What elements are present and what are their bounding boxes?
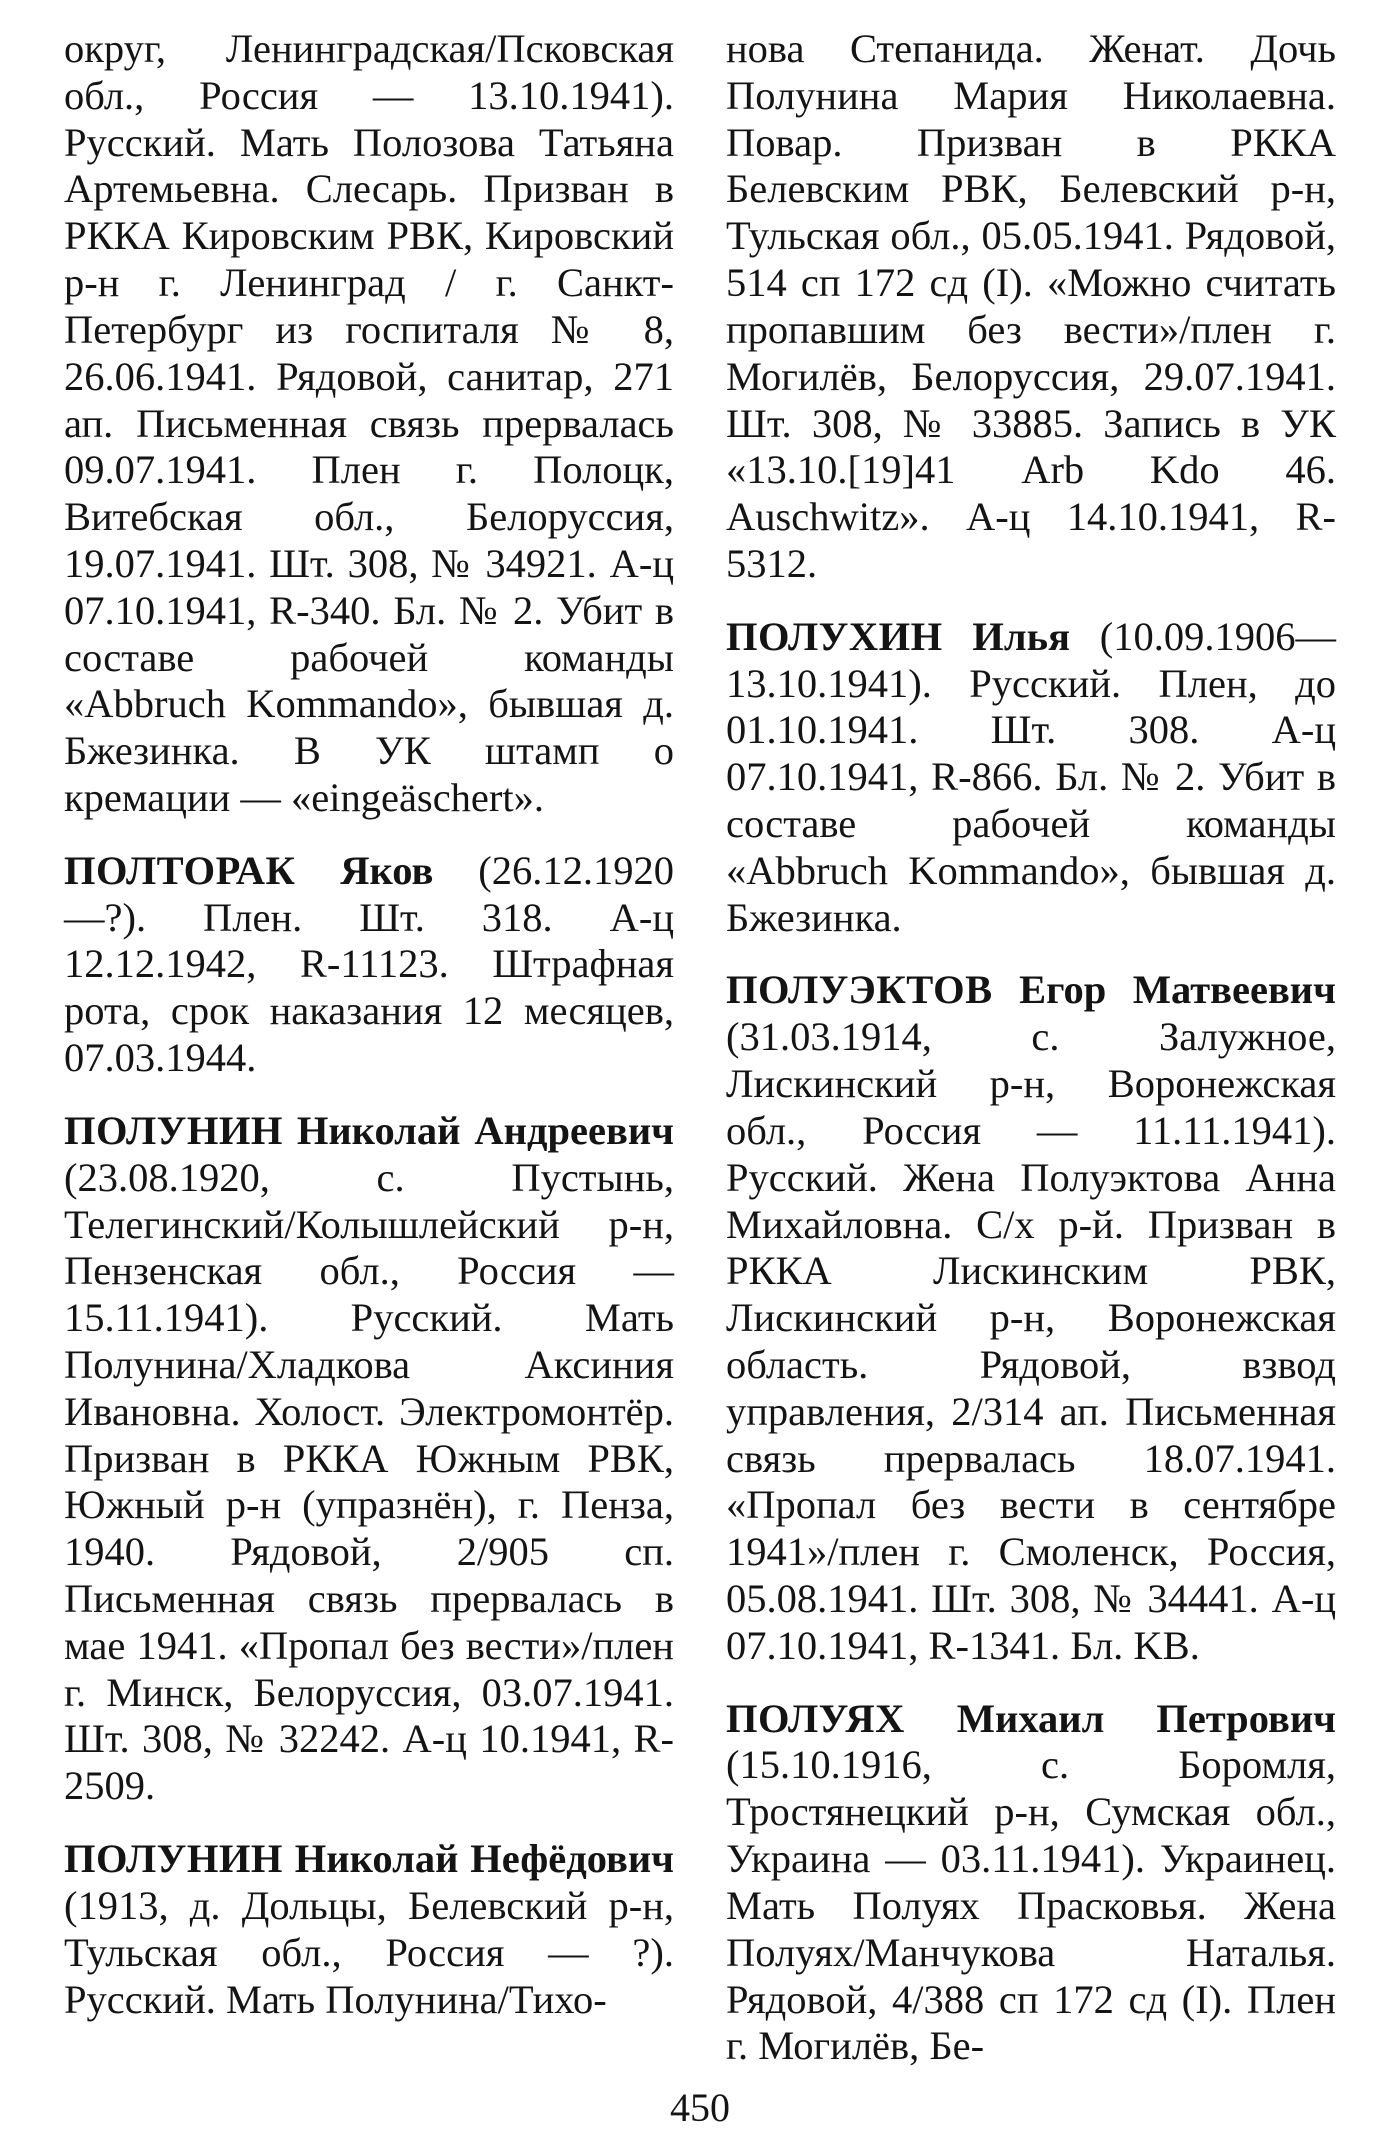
entry-text: (23.08.1920, с. Пустынь, Телегинский/Колышлейский р-н, Пензенская обл., Россия — 15.11.1941). Русский. Мать Полунина/Хладкова Аксиния Ивановна. Холост. Электромонтёр. Призван в РККА Южным РВК, Южный р-н (упразнён), г. Пенза, 1940. Рядовой, 2/905 сп. Письменная связь прервалась в мае 1941. «Пропал без вести»/плен г. Минск, Белоруссия, 03.07.1941. Шт. 308, № 32242. А-ц 10.1941, R-2509.	[64, 1154, 674, 1809]
entry-polukhin-ilya	[726, 614, 1336, 942]
entry-poluyakh-mikhail	[726, 1696, 1336, 2071]
left-column	[64, 26, 674, 2023]
entry-text: (26.12.1920—?). Плен. Шт. 318. А-ц 12.12.1942, R-11123. Штрафная рота, срок наказания 12 месяцев, 07.03.1944.	[64, 847, 674, 1081]
entry-text: (10.09.1906—13.10.1941). Русский. Плен, до 01.10.1941. Шт. 308. А-ц 07.10.1941, R-866. Бл. № 2. Убит в составе рабочей команды «Abbruch Kommando», бывшая д. Бжезинка.	[726, 613, 1337, 940]
entry-text: (15.10.1916, с. Боромля, Тростянецкий р-н, Сумская обл., Украина — 03.11.1941). Украинец. Мать Полуях Прасковья. Жена Полуях/Манчукова Наталья. Рядовой, 4/388 сп 172 сд (I). Плен г. Могилёв, Бе-	[726, 1742, 1336, 2069]
entry-continuation	[726, 26, 1336, 588]
entry-text: округ, Ленинградская/Псковская обл., Россия — 13.10.1941). Русский. Мать Полозова Татьяна Артемьевна. Слесарь. Призван в РККА Кировским РВК, Кировский р-н г. Ленинград / г. Санкт-Петербург из госпиталя № 8, 26.06.1941. Рядовой, санитар, 271 ап. Письменная связь прервалась 09.07.1941. Плен г. Полоцк, Витебская обл., Белоруссия, 19.07.1941. Шт. 308, № 34921. А-ц 07.10.1941, R-340. Бл. № 2. Убит в составе рабочей команды «Abbruch Kommando», бывшая д. Бжезинка. В УК штамп о кремации — «eingeäschert».	[64, 26, 674, 820]
entry-poluektov-egor	[726, 967, 1336, 1669]
entry-given-name: Илья	[972, 613, 1070, 659]
entry-continuation	[64, 26, 674, 822]
page-number: 450	[670, 2085, 730, 2130]
entry-poltorak-yakov	[64, 848, 674, 1082]
entry-text: нова Степанида. Женат. Дочь Полунина Мария Николаевна. Повар. Призван в РККА Белевским РВК, Белевский р-н, Тульская обл., 05.05.1941. Рядовой, 514 сп 172 сд (I). «Можно считать пропавшим без вести»/плен г. Могилёв, Белоруссия, 29.07.1941. Шт. 308, № 33885. Запись в УК «13.10.[19]41 Arb Kdo 46. Auschwitz». А-ц 14.10.1941, R-5312.	[726, 26, 1336, 586]
entry-polunin-nikolai-andreevich	[64, 1108, 674, 1810]
entry-given-name: Николай Нефёдович	[294, 1836, 674, 1882]
entry-given-name: Михаил Петрович	[956, 1695, 1336, 1741]
entry-given-name: Егор Матвеевич	[1019, 967, 1336, 1013]
entry-given-name: Яков	[340, 847, 434, 893]
entry-polunin-nikolai-nefedovich	[64, 1836, 674, 2023]
entry-surname: ПОЛУЭКТОВ	[726, 967, 993, 1013]
entry-surname: ПОЛУЯХ	[726, 1695, 905, 1741]
entry-text: (1913, д. Дольцы, Белевский р-н, Тульская обл., Россия — ?). Русский. Мать Полунина/Тихо-	[64, 1882, 674, 2022]
entry-surname: ПОЛТОРАК	[64, 847, 296, 893]
entry-surname: ПОЛУХИН	[726, 613, 943, 659]
entry-surname: ПОЛУНИН	[64, 1107, 283, 1153]
entry-surname: ПОЛУНИН	[64, 1836, 283, 1882]
right-column	[726, 26, 1336, 2070]
entry-given-name: Николай Андреевич	[296, 1107, 674, 1153]
entry-text: (31.03.1914, с. Залужное, Лискинский р-н, Воронежская обл., Россия — 11.11.1941). Русский. Жена Полуэктова Анна Михайловна. С/х р-й. Призван в РККА Лискинским РВК, Лискинский р-н, Воронежская область. Рядовой, взвод управления, 2/314 ап. Письменная связь прервалась 18.07.1941. «Пропал без вести в сентябре 1941»/плен г. Смоленск, Россия, 05.08.1941. Шт. 308, № 34441. А-ц 07.10.1941, R-1341. Бл. KB.	[726, 1014, 1336, 1668]
